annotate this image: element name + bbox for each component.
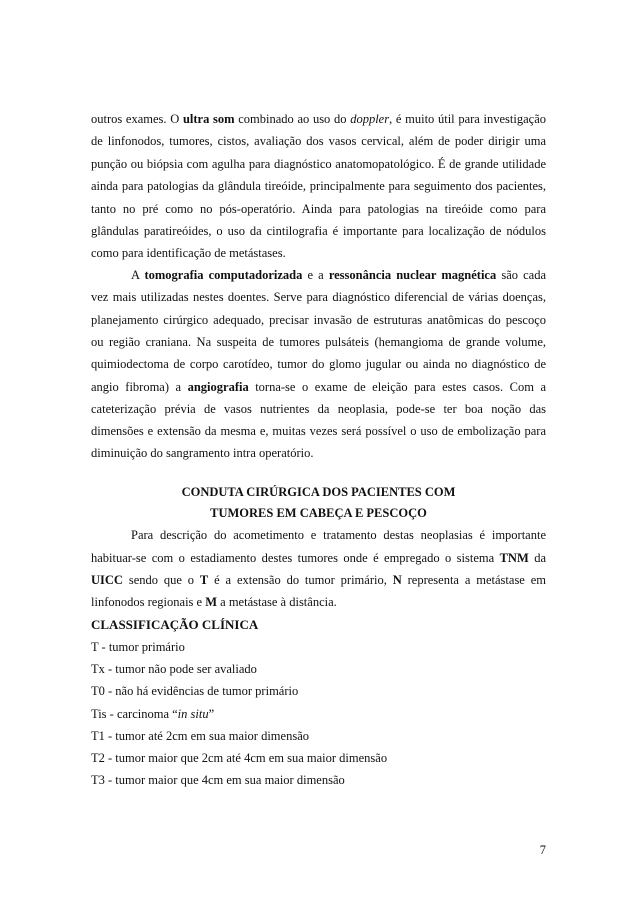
p1-line-5: tanto no pré como no pós-operatório. Ainda para patologias na tireóide como para [91,202,546,216]
p2-line-2: vez mais utilizadas nestes doentes. Serve para diagnóstico diferencial de várias doenças, [91,290,546,304]
classification-item-t: T - tumor primário [91,640,185,654]
text-run: são cada [496,268,547,282]
text-run: Tis - carcinoma “ [91,707,178,721]
p3-line-4 [91,595,546,610]
text-run: habituar-se com o estadiamento destes tumores onde é empregado o sistema [91,551,500,565]
classification-item-tx: Tx - tumor não pode ser avaliado [91,662,257,676]
text-run: linfonodos regionais e [91,595,206,609]
p3-line-1: Para descrição do acometimento e tratamento destas neoplasias é importante [131,528,546,542]
text-run: outros exames. O [91,112,183,126]
p2-line-3: planejamento cirúrgico adequado, precisar invasão de estruturas anatômicas do pescoço [91,313,546,327]
p1-line-3: punção ou biópsia com agulha para diagnóstico anatomopatológico. É de grande utilidade [91,157,546,171]
p2-line-9: diminuição do sangramento intra operatório. [91,446,314,460]
classification-item-t2: T2 - tumor maior que 2cm até 4cm em sua maior dimensão [91,751,388,765]
p1-line-1 [91,112,546,127]
p2-line-6 [91,380,546,395]
term-tnm: TNM [499,551,529,565]
p2-line-1 [91,268,546,283]
text-run: a metástase à distância. [217,595,337,609]
section-heading-line-2: TUMORES EM CABEÇA E PESCOÇO [210,506,427,520]
text-run: , é muito útil para investigação [389,112,546,126]
p1-line-6: glândulas paratireóides, o uso da cintilografia é importante para localização de nódulos [91,224,546,238]
term-uicc: UICC [91,573,123,587]
term-t: T [199,573,209,587]
term-tomografia: tomografia computadorizada [144,268,303,282]
term-ressonancia: ressonância nuclear magnética [328,268,497,282]
text-run: combinado ao uso do [234,112,351,126]
term-in-situ: in situ [177,707,209,721]
classification-item-t3: T3 - tumor maior que 4cm em sua maior dimensão [91,773,345,787]
text-run: e a [302,268,329,282]
classification-heading: CLASSIFICAÇÃO CLÍNICA [91,617,259,632]
classification-item-t0: T0 - não há evidências de tumor primário [91,684,299,698]
text-run: é a extensão do tumor primário, [208,573,393,587]
classification-item-tis [91,707,546,722]
term-ultra-som: ultra som [182,112,235,126]
p3-line-2 [91,551,546,566]
p1-line-2: de linfonodos, tumores, cistos, avaliação dos vasos cervical, além de poder dirigir uma [91,134,546,148]
section-heading-line-1: CONDUTA CIRÚRGICA DOS PACIENTES COM [181,485,456,499]
classification-item-t1: T1 - tumor até 2cm em sua maior dimensão [91,729,309,743]
p3-line-3 [91,573,546,588]
p2-line-8: dimensões e extensão da mesma e, muitas vezes será possível o uso de embolização para [91,424,546,438]
term-doppler: doppler [350,112,390,126]
page-number: 7 [539,843,546,857]
text-run: A [131,268,145,282]
text-run: da [528,551,546,565]
term-angiografia: angiografia [187,380,249,394]
text-run: representa a metástase em [401,573,547,587]
p1-line-7: como para identificação de metástases. [91,246,286,260]
text-run: sendo que o [122,573,200,587]
term-m: M [205,595,218,609]
p1-line-4: ainda para patologias da glândula tireóide, principalmente para seguimento dos pacientes, [91,179,546,193]
text-run: ” [208,707,215,721]
p2-line-4: ou região craniana. Na suspeita de tumores pulsáteis (hemangioma de grande volume, [91,335,546,349]
p2-line-5: quimiodectoma de corpo carotídeo, tumor do glomo jugular ou ainda no diagnóstico de [91,357,546,371]
term-n: N [392,573,402,587]
p2-line-7: cateterização prévia de vasos nutrientes da neoplasia, pode-se ter boa noção das [91,402,546,416]
text-run: angio fibroma) a [91,380,188,394]
text-run: torna-se o exame de eleição para estes casos. Com a [248,380,546,394]
